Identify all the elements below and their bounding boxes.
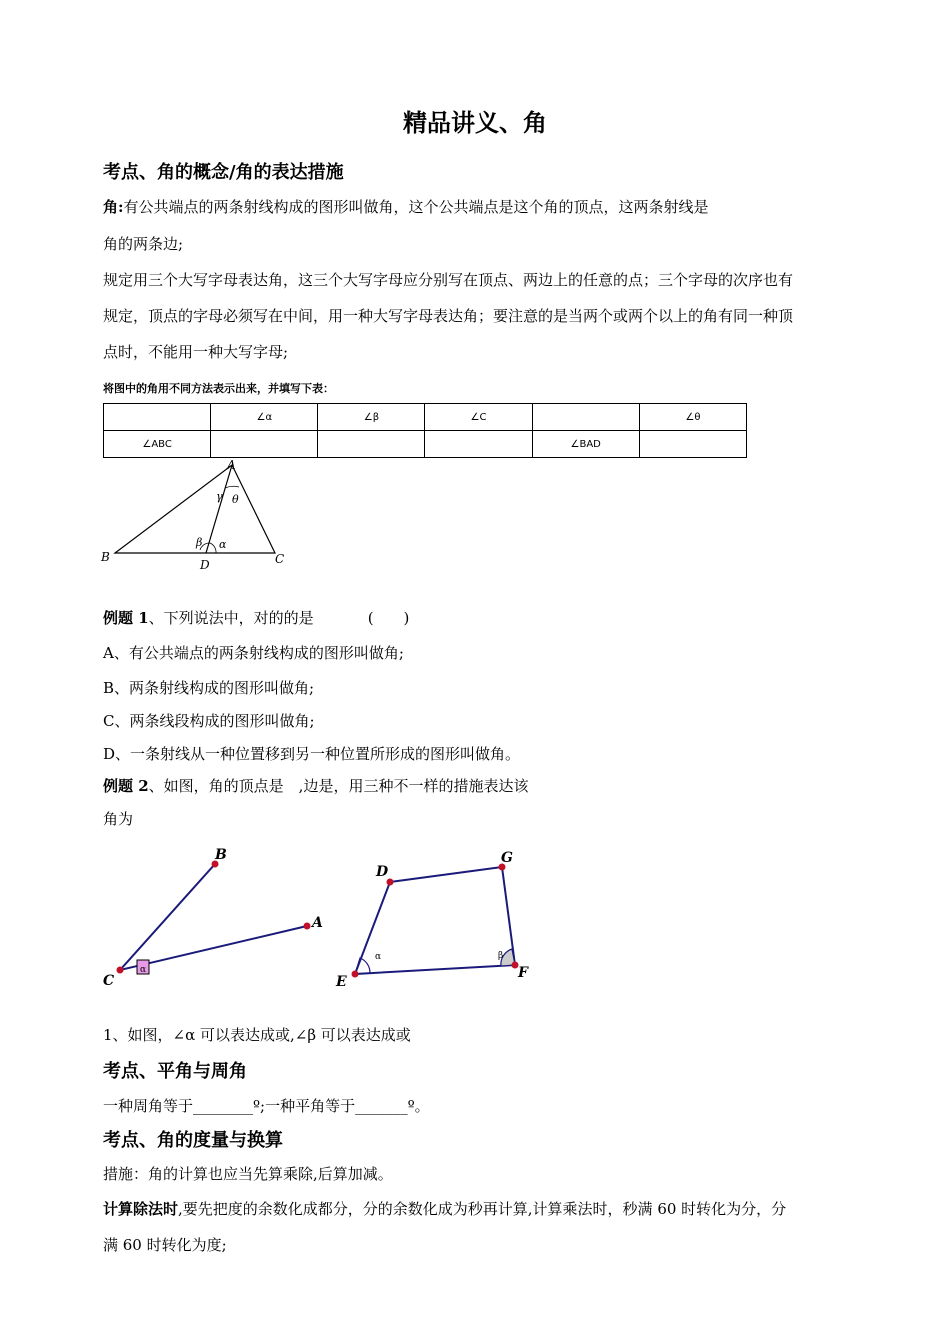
triangle-abc — [115, 465, 275, 553]
table-caption: 将图中的角用不同方法表示出来，并填写下表： — [103, 382, 334, 395]
triangle-figure — [95, 455, 305, 575]
option-a: A、有公共端点的两条射线构成的图形叫做角; — [103, 644, 404, 662]
rule-line-3: 点时，不能用一种大写字母; — [103, 343, 289, 361]
arc-gamma-theta — [225, 486, 239, 488]
example1-stem — [103, 608, 409, 628]
option-c: C、两条线段构成的图形叫做角; — [103, 712, 315, 730]
label-b: B — [101, 550, 110, 564]
answer-paren: ( ) — [367, 609, 410, 627]
definition-text: 有公共端点的两条射线构成的图形叫做角，这个公共端点是这个角的顶点，这两条射线是 — [123, 198, 709, 216]
point-e — [352, 971, 359, 978]
section-heading-measure: 考点、角的度量与换算 — [103, 1130, 283, 1151]
example1-label: 例题 1 — [103, 609, 149, 627]
label-e: E — [336, 974, 347, 990]
table-cell: ∠θ — [639, 404, 746, 431]
table-cell — [104, 404, 211, 431]
table-cell: ∠C — [425, 404, 532, 431]
label-c: C — [275, 552, 285, 566]
example2-stem-2: 角为 — [103, 810, 134, 828]
definition-label: 角: — [103, 198, 124, 216]
point-c — [117, 967, 124, 974]
label-beta: β — [196, 536, 203, 549]
angle-figure-bca — [95, 842, 335, 992]
label-alpha: α — [375, 952, 382, 962]
option-d: D、一条射线从一种位置移到另一种位置所形成的图形叫做角。 — [103, 745, 521, 763]
label-alpha: α — [140, 965, 147, 975]
quadrilateral-figure — [330, 842, 540, 992]
label-a: A — [227, 458, 236, 472]
example1-text: 、下列说法中，对的的是 — [148, 609, 314, 627]
table-cell: ∠ABC — [104, 431, 211, 458]
calc-text: ,要先把度的余数化成都分，分的余数化成为秒再计算,计算乘法时，秒满 60 时转化为分，分 — [178, 1200, 787, 1218]
measure-method: 措施：角的计算也应当先算乘除,后算加减。 — [103, 1165, 393, 1183]
table-cell — [639, 431, 746, 458]
example2-stem — [103, 776, 528, 796]
table-cell: ∠BAD — [532, 431, 639, 458]
label-f: F — [518, 965, 528, 981]
ray-cb — [120, 864, 215, 970]
label-alpha: α — [219, 538, 227, 551]
calc-line-2: 满 60 时转化为度; — [103, 1236, 227, 1254]
table-cell — [211, 431, 318, 458]
table-cell: ∠β — [318, 404, 425, 431]
table-cell — [425, 431, 532, 458]
table-row — [104, 431, 747, 458]
arc-alpha — [210, 543, 216, 553]
label-theta: θ — [232, 493, 239, 506]
label-d: D — [200, 558, 210, 572]
label-gamma: γ — [216, 490, 223, 503]
angle-degree-question: 一种周角等于________º;一种平角等于_______º。 — [103, 1097, 430, 1115]
table-cell: ∠α — [211, 404, 318, 431]
page-title: 精品讲义、角 — [403, 108, 547, 137]
point-a — [304, 923, 311, 930]
example2-text: 、如图，角的顶点是 ,边是，用三种不一样的措施表达该 — [148, 777, 529, 795]
table-row — [104, 404, 747, 431]
table-cell — [318, 431, 425, 458]
calc-line-1 — [103, 1199, 786, 1219]
angle-table — [103, 403, 747, 458]
example2-label: 例题 2 — [103, 777, 149, 795]
section-heading-straight-round: 考点、平角与周角 — [103, 1061, 247, 1082]
question-1: 1、如图，∠α 可以表达成或,∠β 可以表达成或 — [103, 1026, 411, 1044]
table-cell — [532, 404, 639, 431]
label-d: D — [376, 864, 389, 880]
definition-line-2: 角的两条边; — [103, 235, 184, 253]
label-b: B — [215, 847, 227, 863]
option-b: B、两条射线构成的图形叫做角; — [103, 679, 315, 697]
section-heading-concept: 考点、角的概念/角的表达措施 — [103, 162, 344, 183]
label-c: C — [103, 973, 115, 989]
definition-line-1 — [103, 197, 709, 217]
label-a: A — [312, 915, 323, 931]
rule-line-1: 规定用三个大写字母表达角，这三个大写字母应分别写在顶点、两边上的任意的点；三个字母的次序也有 — [103, 271, 794, 289]
label-g: G — [501, 850, 513, 866]
rule-line-2: 规定，顶点的字母必须写在中间，用一种大写字母表达角；要注意的是当两个或两个以上的角有同一种顶 — [103, 307, 794, 325]
calc-label: 计算除法时 — [103, 1200, 179, 1218]
label-beta: β — [498, 951, 504, 961]
